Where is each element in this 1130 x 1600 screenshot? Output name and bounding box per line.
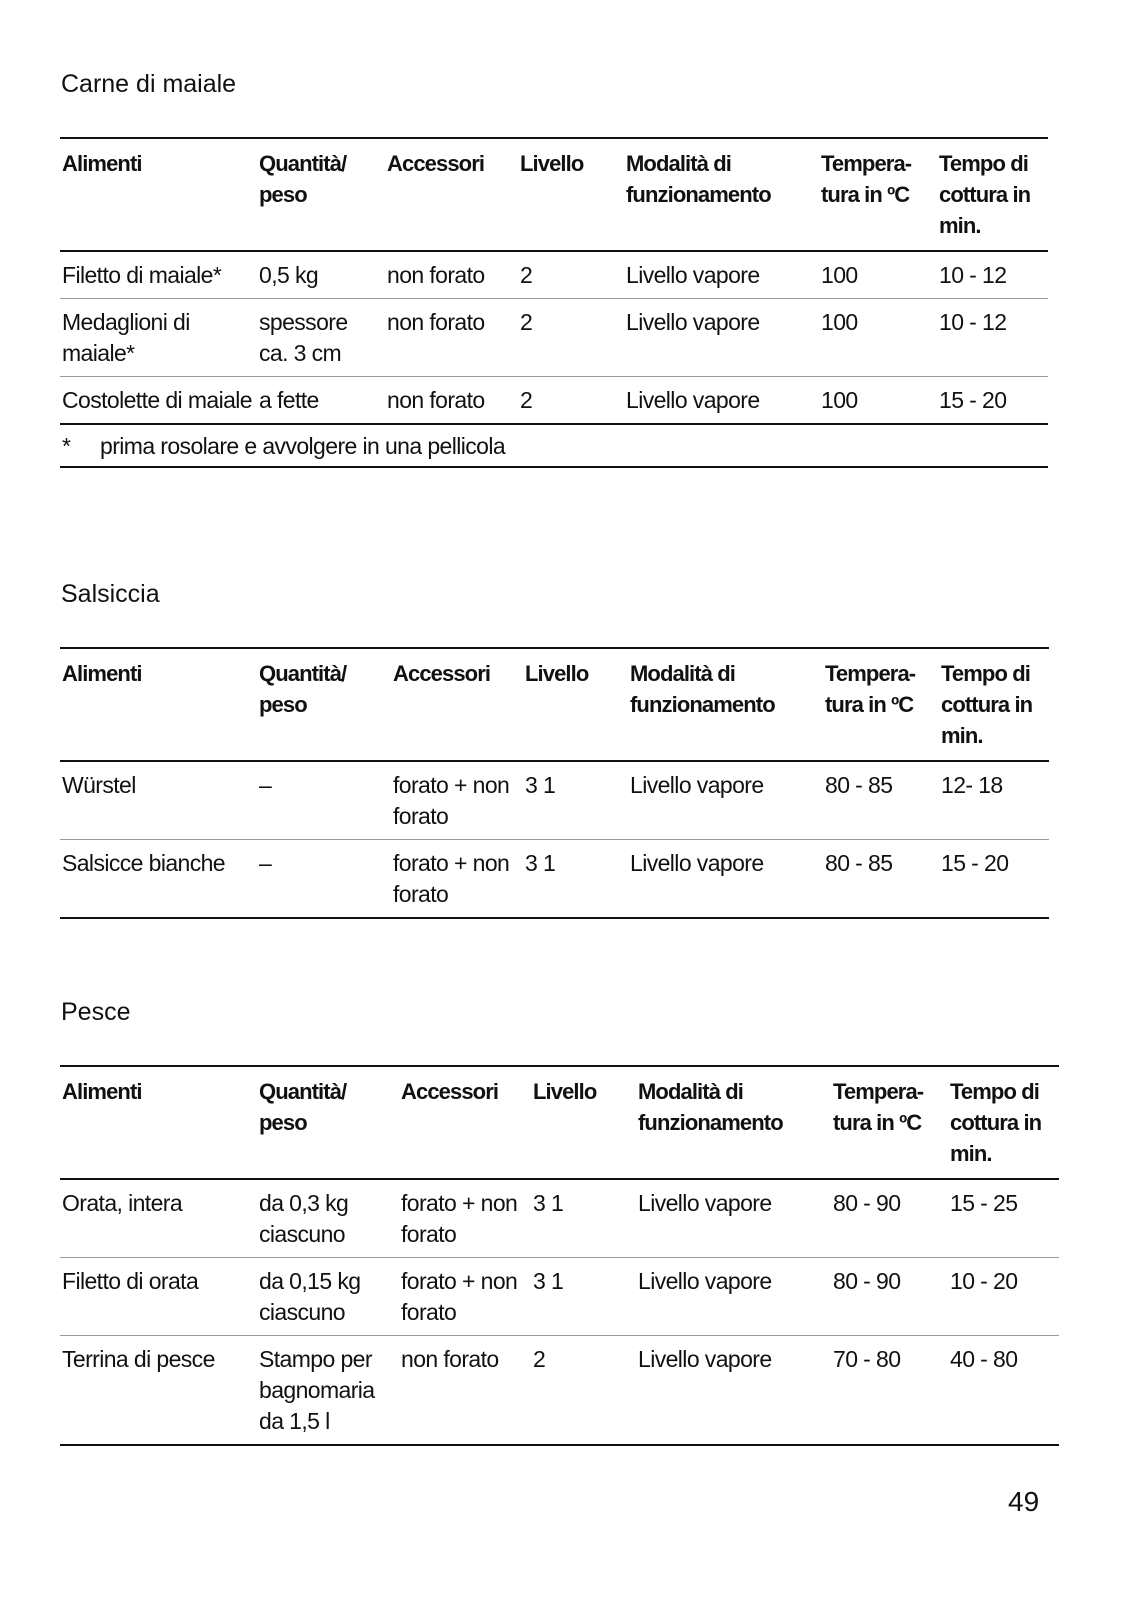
col-header-quantita: Quantità/ peso: [257, 138, 385, 251]
page-number: 49: [1008, 1486, 1040, 1517]
col-header-temperatura: Tempera- tura in ºC: [819, 138, 937, 251]
cell-accessori: forato + non forato: [391, 840, 523, 919]
col-header-temperatura: Tempera- tura in ºC: [823, 648, 939, 761]
cell-tempo: 12- 18: [939, 761, 1049, 840]
cell-accessori: non forato: [385, 251, 518, 299]
col-header-accessori: Accessori: [391, 648, 523, 761]
cell-quantita: da 0,3 kg ciascuno: [257, 1179, 399, 1258]
table-row: [60, 299, 1048, 377]
section-title-pesce: Pesce: [61, 998, 131, 1026]
table-pesce: [60, 1065, 1059, 1446]
table-carne-di-maiale: [60, 137, 1048, 468]
cell-accessori: forato + non forato: [391, 761, 523, 840]
col-header-temperatura: Tempera- tura in ºC: [831, 1066, 948, 1179]
col-header-accessori: Accessori: [399, 1066, 531, 1179]
cell-quantita: da 0,15 kg ciascuno: [257, 1258, 399, 1336]
cell-tempo: 10 - 12: [937, 251, 1048, 299]
col-header-modalita: Modalità di funzionamento: [636, 1066, 831, 1179]
col-header-livello: Livello: [518, 138, 624, 251]
footnote-row: [60, 424, 1048, 467]
cell-accessori: forato + non forato: [399, 1258, 531, 1336]
footnote: [60, 424, 1048, 467]
cell-temperatura: 80 - 85: [823, 761, 939, 840]
col-header-tempo: Tempo di cottura in min.: [937, 138, 1048, 251]
table-row: [60, 761, 1049, 840]
cell-modalita: Livello vapore: [636, 1179, 831, 1258]
col-header-modalita: Modalità di funzionamento: [628, 648, 823, 761]
cell-livello: 3 1: [531, 1179, 636, 1258]
cell-temperatura: 100: [819, 299, 937, 377]
cell-tempo: 15 - 20: [937, 377, 1048, 425]
section-title-salsiccia: Salsiccia: [61, 580, 160, 608]
col-header-modalita: Modalità di funzionamento: [624, 138, 819, 251]
cell-livello: 3 1: [531, 1258, 636, 1336]
col-header-tempo: Tempo di cottura in min.: [939, 648, 1049, 761]
cell-tempo: 15 - 20: [939, 840, 1049, 919]
cell-livello: 3 1: [523, 761, 628, 840]
cell-alimenti: Würstel: [60, 761, 257, 840]
cell-modalita: Livello vapore: [624, 377, 819, 425]
cell-temperatura: 80 - 90: [831, 1258, 948, 1336]
col-header-alimenti: Alimenti: [60, 648, 257, 761]
cell-alimenti: Medaglioni di maiale*: [60, 299, 257, 377]
cell-alimenti: Costolette di maiale: [60, 377, 257, 425]
cell-temperatura: 80 - 90: [831, 1179, 948, 1258]
cell-quantita: –: [257, 840, 391, 919]
table-salsiccia: [60, 647, 1049, 919]
col-header-alimenti: Alimenti: [60, 1066, 257, 1179]
footnote-mark: *: [62, 433, 71, 459]
cell-modalita: Livello vapore: [628, 840, 823, 919]
table-header-row: [60, 138, 1048, 251]
table-row: [60, 251, 1048, 299]
cell-modalita: Livello vapore: [636, 1336, 831, 1446]
cell-quantita: –: [257, 761, 391, 840]
cell-alimenti: Filetto di orata: [60, 1258, 257, 1336]
cell-accessori: non forato: [385, 299, 518, 377]
col-header-accessori: Accessori: [385, 138, 518, 251]
table-row: [60, 1336, 1059, 1446]
section-title-carne-di-maiale: Carne di maiale: [61, 70, 237, 98]
cell-alimenti: Salsicce bianche: [60, 840, 257, 919]
cell-alimenti: Orata, intera: [60, 1179, 257, 1258]
cell-modalita: Livello vapore: [624, 299, 819, 377]
table-header-row: [60, 1066, 1059, 1179]
table-row: [60, 1258, 1059, 1336]
col-header-tempo: Tempo di cottura in min.: [948, 1066, 1059, 1179]
cell-alimenti: Terrina di pesce: [60, 1336, 257, 1446]
cell-livello: 2: [531, 1336, 636, 1446]
col-header-alimenti: Alimenti: [60, 138, 257, 251]
table-row: [60, 377, 1048, 425]
cell-modalita: Livello vapore: [624, 251, 819, 299]
col-header-livello: Livello: [531, 1066, 636, 1179]
col-header-quantita: Quantità/ peso: [257, 648, 391, 761]
cell-quantita: 0,5 kg: [257, 251, 385, 299]
cell-quantita: Stampo per bagnomaria da 1,5 l: [257, 1336, 399, 1446]
table-row: [60, 1179, 1059, 1258]
col-header-livello: Livello: [523, 648, 628, 761]
cell-accessori: forato + non forato: [399, 1179, 531, 1258]
cell-livello: 3 1: [523, 840, 628, 919]
cell-accessori: non forato: [385, 377, 518, 425]
cell-temperatura: 100: [819, 251, 937, 299]
cell-quantita: a fette: [257, 377, 385, 425]
col-header-quantita: Quantità/ peso: [257, 1066, 399, 1179]
table-row: [60, 840, 1049, 919]
cell-tempo: 10 - 20: [948, 1258, 1059, 1336]
cell-temperatura: 70 - 80: [831, 1336, 948, 1446]
cell-accessori: non forato: [399, 1336, 531, 1446]
cell-livello: 2: [518, 377, 624, 425]
cell-temperatura: 100: [819, 377, 937, 425]
table-header-row: [60, 648, 1049, 761]
cell-tempo: 15 - 25: [948, 1179, 1059, 1258]
cell-temperatura: 80 - 85: [823, 840, 939, 919]
cell-tempo: 10 - 12: [937, 299, 1048, 377]
cell-tempo: 40 - 80: [948, 1336, 1059, 1446]
cell-modalita: Livello vapore: [636, 1258, 831, 1336]
footnote-text: prima rosolare e avvolgere in una pellicola: [100, 433, 506, 459]
cell-livello: 2: [518, 299, 624, 377]
cell-alimenti: Filetto di maiale*: [60, 251, 257, 299]
cell-quantita: spessore ca. 3 cm: [257, 299, 385, 377]
cell-livello: 2: [518, 251, 624, 299]
cell-modalita: Livello vapore: [628, 761, 823, 840]
